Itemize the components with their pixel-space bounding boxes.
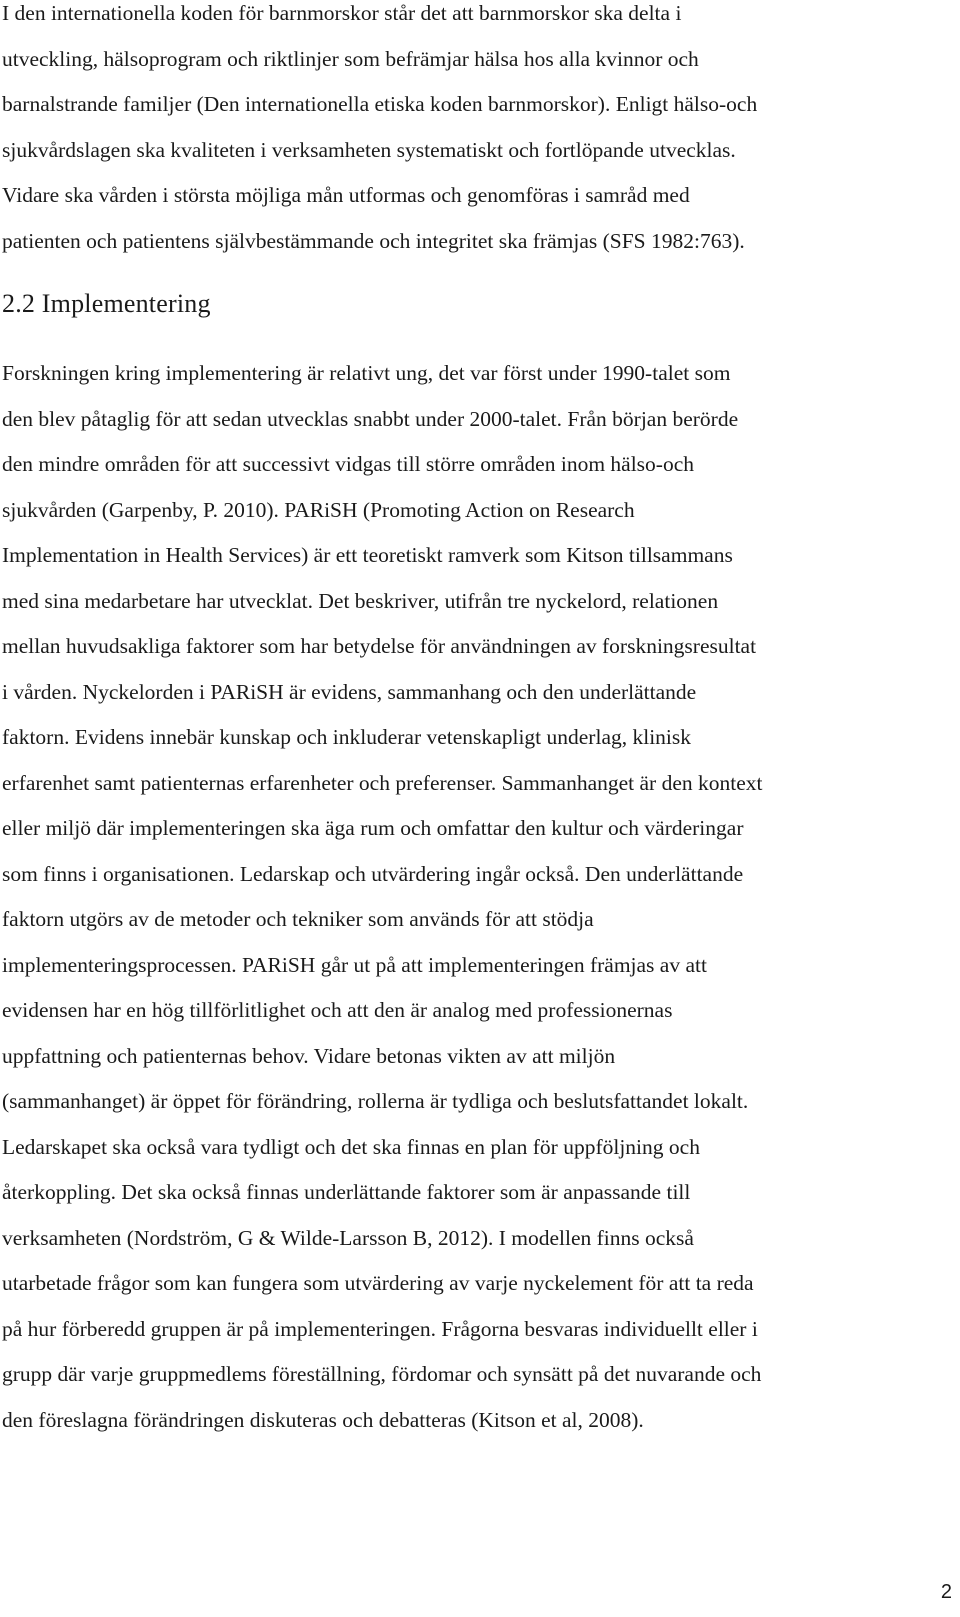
text-line: Ledarskapet ska också vara tydligt och det ska finnas en plan för uppföljning och	[2, 1134, 700, 1159]
intro-paragraph	[2, 0, 957, 264]
text-line: Forskningen kring implementering är relativt ung, det var först under 1990-talet som	[2, 361, 731, 385]
text-line: uppfattning och patienternas behov. Vidare betonas vikten av att miljön	[2, 1043, 616, 1068]
text-line: verksamheten (Nordström, G & Wilde-Larsson B, 2012). I modellen finns också	[2, 1225, 694, 1250]
text-line: barnalstrande familjer (Den internationella etiska koden barnmorskor). Enligt hälso-och	[2, 92, 758, 116]
page-number: 2	[940, 1581, 952, 1603]
text-line: återkoppling. Det ska också finnas underlättande faktorer som är anpassande till	[2, 1180, 691, 1204]
text-line: den blev påtaglig för att sedan utvecklas snabbt under 2000-talet. Från början berörde	[2, 406, 739, 431]
text-line: den mindre områden för att successivt vidgas till större områden inom hälso-och	[2, 452, 694, 476]
text-line: patienten och patientens självbestämmande och integritet ska främjas (SFS 1982:763).	[2, 228, 745, 253]
text-line: Implementation in Health Services) är ett teoretiskt ramverk som Kitson tillsammans	[2, 543, 733, 567]
section-paragraph	[2, 351, 957, 1443]
text-line: i vården. Nyckelorden i PARiSH är evidens, sammanhang och den underlättande	[2, 679, 697, 704]
text-line: på hur förberedd gruppen är på implementeringen. Frågorna besvaras individuellt eller i	[2, 1316, 758, 1341]
text-line: sjukvården (Garpenby, P. 2010). PARiSH (Promoting Action on Research	[2, 497, 635, 522]
section-heading: 2.2 Implementering	[2, 289, 211, 318]
text-line: mellan huvudsakliga faktorer som har betydelse för användningen av forskningsresultat	[2, 634, 757, 658]
text-line: sjukvårdslagen ska kvaliteten i verksamheten systematiskt och fortlöpande utvecklas.	[2, 137, 736, 162]
text-line: utarbetade frågor som kan fungera som utvärdering av varje nyckelement för att ta reda	[2, 1271, 754, 1295]
text-line: utveckling, hälsoprogram och riktlinjer som befrämjar hälsa hos alla kvinnor och	[2, 46, 699, 71]
text-line: (sammanhanget) är öppet för förändring, rollerna är tydliga och beslutsfattandet lokalt.	[2, 1089, 749, 1113]
text-line: evidensen har en hög tillförlitlighet och att den är analog med professionernas	[2, 998, 673, 1022]
text-line: grupp där varje gruppmedlems föreställning, fördomar och synsätt på det nuvarande och	[2, 1362, 762, 1386]
text-line: den föreslagna förändringen diskuteras och debatteras (Kitson et al, 2008).	[2, 1407, 644, 1432]
text-line: faktorn utgörs av de metoder och tekniker som används för att stödja	[2, 907, 594, 931]
text-line: faktorn. Evidens innebär kunskap och inkluderar vetenskapligt underlag, klinisk	[2, 725, 692, 749]
text-line: Vidare ska vården i största möjliga mån utformas och genomföras i samråd med	[2, 183, 690, 207]
text-line: I den internationella koden för barnmorskor står det att barnmorskor ska delta i	[2, 1, 682, 25]
text-line: erfarenhet samt patienternas erfarenheter och preferenser. Sammanhanget är den kontext	[2, 770, 763, 795]
text-line: eller miljö där implementeringen ska äga rum och omfattar den kultur och värderingar	[2, 816, 744, 840]
text-line: som finns i organisationen. Ledarskap och utvärdering ingår också. Den underlättande	[2, 861, 744, 886]
text-line: implementeringsprocessen. PARiSH går ut på att implementeringen främjas av att	[2, 952, 707, 977]
text-line: med sina medarbetare har utvecklat. Det beskriver, utifrån tre nyckelord, relationen	[2, 588, 719, 613]
